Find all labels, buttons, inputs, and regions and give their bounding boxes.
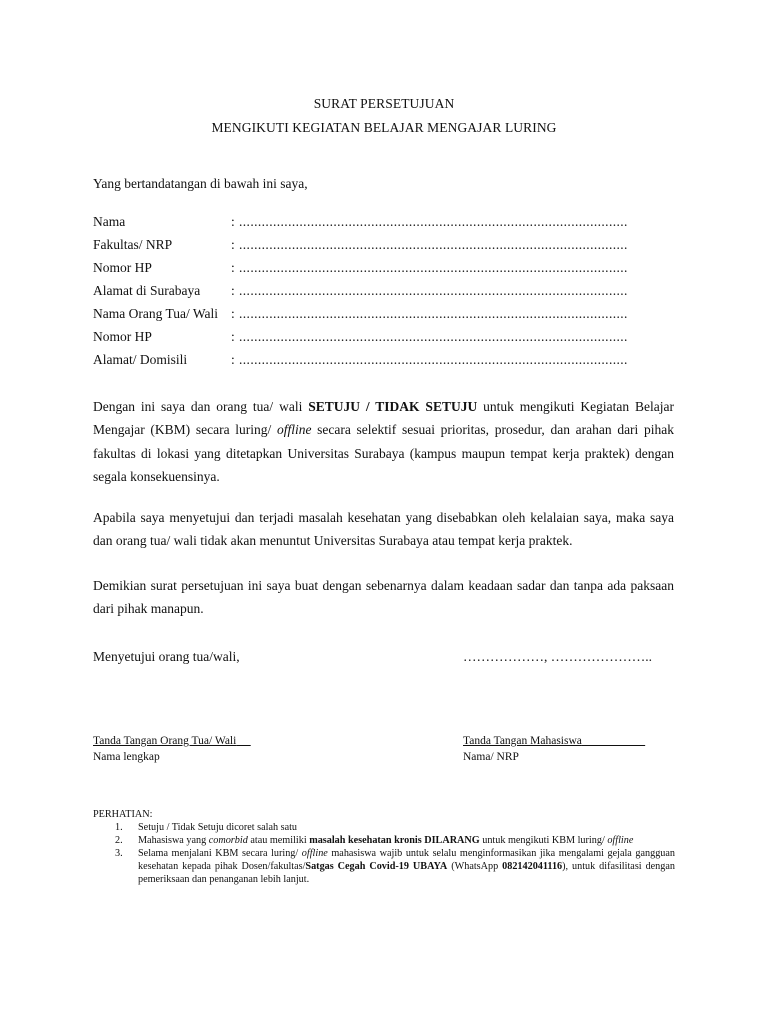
signature-label: Tanda Tangan Mahasiswa: [463, 735, 582, 747]
field-label: Nama: [93, 214, 126, 229]
field-blank[interactable]: .......................................................................................................: [239, 306, 628, 321]
field-colon: :: [231, 214, 235, 229]
signature-student: [463, 733, 645, 765]
field-blank[interactable]: .......................................................................................................: [239, 214, 628, 229]
document-subtitle: MENGIKUTI KEGIATAN BELAJAR MENGAJAR LURING: [211, 120, 557, 135]
intro-text: Yang bertandatangan di bawah ini saya,: [93, 176, 308, 191]
note-item: [93, 821, 675, 834]
note-bold: 082142041116: [502, 861, 563, 872]
note-text: Selama menjalani KBM secara luring/: [138, 848, 302, 859]
note-italic: comorbid: [208, 835, 248, 846]
field-colon: :: [231, 260, 235, 275]
note-text: Setuju / Tidak Setuju dicoret salah satu: [138, 822, 298, 833]
note-italic: offline: [607, 835, 634, 846]
approval-label: Menyetujui orang tua/wali,: [93, 649, 240, 664]
field-colon: :: [231, 329, 235, 344]
field-blank[interactable]: .......................................................................................................: [239, 260, 628, 275]
closing-paragraph: Demikian surat persetujuan ini saya buat dengan sebenarnya dalam keadaan sadar dan tanpa ada paksaan dari pihak manapun.: [93, 578, 674, 617]
consent-choice: SETUJU / TIDAK SETUJU: [308, 399, 478, 414]
signature-parent-name: Nama lengkap: [93, 751, 160, 763]
paragraph-text: secara selektif sesuai prioritas, prosedur, dan arahan dari pihak fakultas di lokasi yang ditetapkan Universitas Surabaya (kampus maupun tempat kerja praktek) dengan segala konsekuensinya.: [93, 422, 674, 484]
field-label: Nomor HP: [93, 260, 152, 275]
field-colon: :: [231, 352, 235, 367]
signature-label: Tanda Tangan Orang Tua/ Wali: [93, 735, 237, 747]
signature-parent-title: [93, 733, 251, 749]
field-label: Nomor HP: [93, 329, 152, 344]
signature-line[interactable]: [582, 735, 645, 747]
field-label: Nama Orang Tua/ Wali: [93, 306, 219, 321]
note-text: atau memiliki: [247, 835, 310, 846]
paragraph-italic: offline: [276, 422, 312, 438]
note-number: 3.: [115, 848, 123, 859]
note-italic: offline: [301, 848, 328, 859]
field-label: Alamat di Surabaya: [93, 283, 201, 298]
notes-heading: PERHATIAN:: [93, 809, 153, 820]
note-number: 1.: [115, 822, 123, 833]
note-text: untuk mengikuti KBM luring/: [479, 835, 608, 846]
field-blank[interactable]: .......................................................................................................: [239, 352, 628, 367]
field-blank[interactable]: .......................................................................................................: [239, 237, 628, 252]
signature-student-title: [463, 733, 645, 749]
liability-paragraph: Apabila saya menyetujui dan terjadi masalah kesehatan yang disebabkan oleh kelalaian saya, maka saya dan orang tua/ wali tidak akan menuntut Universitas Surabaya atau tempat kerja praktek.: [93, 510, 674, 549]
paragraph-text: Dengan ini saya dan orang tua/ wali: [93, 399, 309, 414]
note-item: [93, 847, 675, 886]
consent-paragraph: [93, 395, 674, 488]
notes-section: [93, 808, 675, 886]
signature-student-nrp: Nama/ NRP: [463, 751, 519, 763]
note-number: 2.: [115, 835, 123, 846]
field-blank[interactable]: .......................................................................................................: [239, 329, 628, 344]
note-text: Mahasiswa yang: [138, 835, 209, 846]
field-colon: :: [231, 306, 235, 321]
signature-parent: [93, 733, 251, 765]
note-text: ), untuk difasilitasi dengan pemeriksaan dan penanganan lebih lanjut.: [138, 861, 675, 885]
field-colon: :: [231, 237, 235, 252]
field-blank[interactable]: .......................................................................................................: [239, 283, 628, 298]
field-label: Alamat/ Domisili: [93, 352, 188, 367]
note-text: (WhatsApp: [447, 861, 503, 872]
field-colon: :: [231, 283, 235, 298]
note-text: mahasiswa wajib untuk selalu menginformasikan jika mengalami gejala gangguan kesehatan kepada pihak Dosen/fakultas/: [138, 848, 675, 872]
document-title: SURAT PERSETUJUAN: [313, 96, 455, 111]
note-bold: masalah kesehatan kronis DILARANG: [309, 835, 480, 846]
signature-line[interactable]: [236, 735, 250, 747]
place-date-blank[interactable]: ………………, …………………..: [463, 649, 652, 664]
notes-list: [93, 821, 675, 886]
note-item: [93, 834, 675, 847]
field-label: Fakultas/ NRP: [93, 237, 173, 252]
note-bold: Satgas Cegah Covid-19 UBAYA: [305, 861, 448, 872]
paragraph-text: untuk mengikuti Kegiatan Belajar Mengajar (KBM) secara luring/: [93, 399, 674, 438]
